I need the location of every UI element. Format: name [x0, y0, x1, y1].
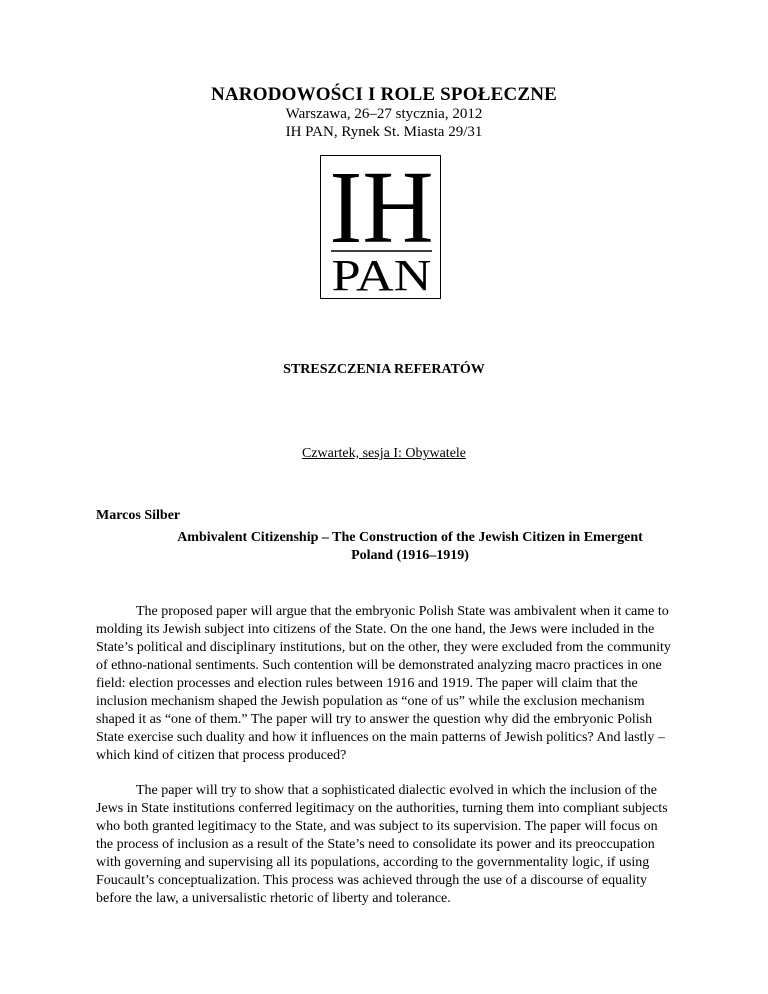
paper-title-line-2: Poland (1916–1919): [351, 548, 469, 563]
session-title: Czwartek, sesja I: Obywatele: [301, 446, 467, 461]
conference-date: Warszawa, 26–27 stycznia, 2012: [285, 106, 483, 122]
conference-title: NARODOWOŚCI I ROLE SPOŁECZNE: [210, 84, 558, 105]
ih-pan-logo: [320, 155, 441, 299]
conference-place: IH PAN, Rynek St. Miasta 29/31: [285, 124, 483, 140]
paper-author: Marcos Silber: [96, 508, 181, 523]
paper-title: [150, 529, 670, 565]
logo-ih-text: IH: [329, 156, 434, 265]
paper-title-line-1: Ambivalent Citizenship – The Construction of the Jewish Citizen in Emergent: [177, 530, 643, 545]
abstract-paragraph-2: The paper will try to show that a sophisticated dialectic evolved in which the inclusion of the Jews in State institutions conferred legitimacy on the authorities, turning them into compliant subjects who both granted legitimacy to the State, and was subject to its supervision. The paper will focus on the process of inclusion as a result of the State’s need to consolidate its power and its preoccupation with governing and supervising all its populations, according to the governmentality logic, if using Foucault’s conceptualization. This process was achieved through the use of a discourse of equality before the law, a universalistic rhetoric of liberty and tolerance.: [96, 783, 668, 906]
abstract-paragraph-1: The proposed paper will argue that the embryonic Polish State was ambivalent when it came to molding its Jewish subject into citizens of the State. On the one hand, the Jews were included in the State’s political and disciplinary institutions, but on the other, they were excluded from the community of ethno-national sentiments. Such contention will be demonstrated analyzing macro practices in one field: election processes and election rules between 1916 and 1919. The paper will claim that the inclusion mechanism shaped the Jewish population as “one of us” while the exclusion mechanism shaped it as “one of them.” The paper will try to answer the question why did the embryonic Polish State exercise such duality and how it influences on the main patterns of Jewish politics? And lastly – which kind of citizen that process produced?: [96, 604, 671, 763]
section-title: STRESZCZENIA REFERATÓW: [283, 362, 485, 377]
logo-pan-text: PAN: [331, 251, 432, 299]
